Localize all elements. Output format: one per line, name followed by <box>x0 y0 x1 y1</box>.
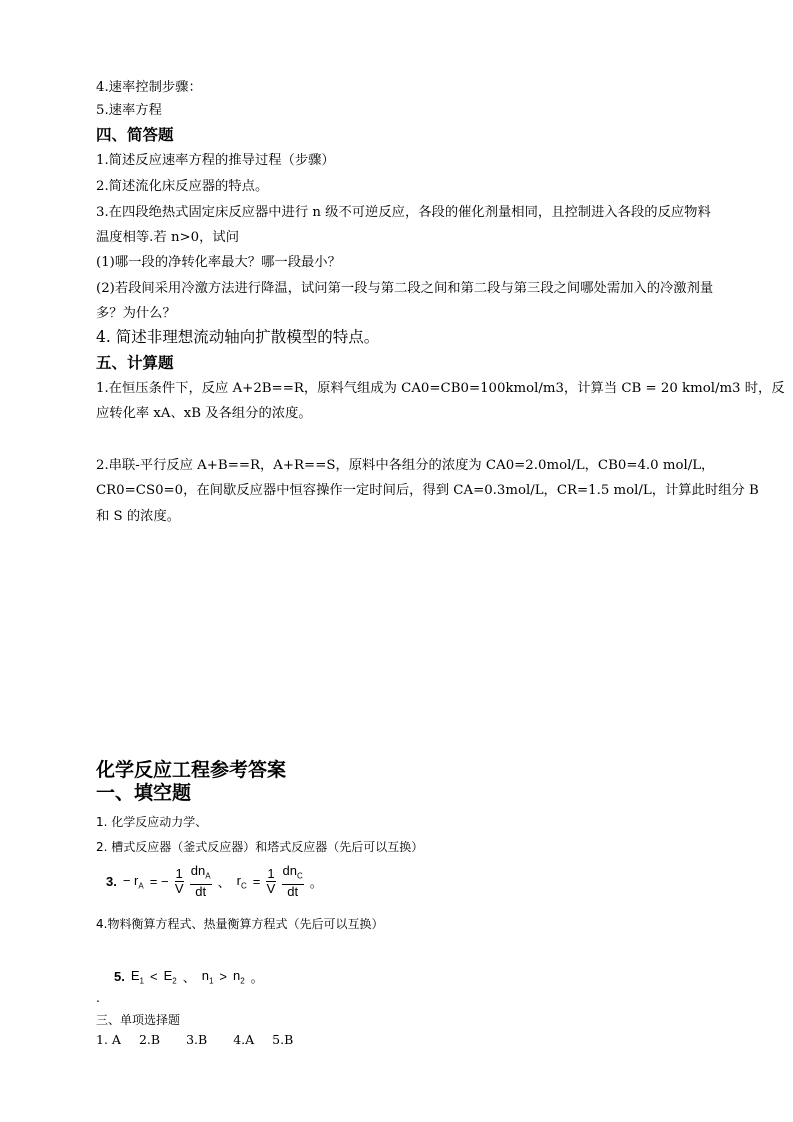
formula-e2: $E_2$ <box>163 967 177 986</box>
formula-end: 。 <box>250 970 264 985</box>
formula-answer-3 <box>106 864 323 899</box>
question-line: 2.简述流化床反应器的特点。 <box>96 179 269 194</box>
choice-answer: 2.B <box>138 1032 161 1047</box>
answers-title: 化学反应工程参考答案 <box>96 759 287 781</box>
question-line: 1.简述反应速率方程的推导过程（步骤） <box>96 153 335 168</box>
formula-num: 3. <box>106 873 117 889</box>
text-line: 4.速率控制步骤： <box>96 80 202 95</box>
problem-line: 应转化率 xA、xB 及各组分的浓度。 <box>96 406 312 421</box>
section-heading: 三、单项选择题 <box>96 1013 181 1027</box>
section-heading: 五、计算题 <box>96 354 174 372</box>
problem-line: 和 S 的浓度。 <box>96 509 181 524</box>
choice-answers <box>96 1031 311 1049</box>
question-line: 3.在四段绝热式固定床反应器中进行 n 级不可逆反应，各段的催化剂量相同，且控制进入各段的反应物料 <box>96 205 711 220</box>
fraction: $\frac{dn_A}{dt}$ <box>190 863 211 899</box>
formula-lhs: − $r_A$ <box>122 872 144 891</box>
problem-line: 2.串联-平行反应 A+B==R，A+R==S，原料中各组分的浓度为 CA0=2.0mol/L，CB0=4.0 mol/L， <box>96 458 715 473</box>
formula-eq: = <box>252 873 261 889</box>
question-line: 多？为什么？ <box>96 306 176 321</box>
formula-num: 5. <box>114 969 125 984</box>
fraction: $\frac{dn_C}{dt}$ <box>282 863 303 899</box>
question-line: 温度相等.若 n>0，试问 <box>96 230 239 245</box>
section-heading: 四、简答题 <box>96 126 174 144</box>
problem-line: CR0=CS0=0，在间歇反应器中恒容操作一定时间后，得到 CA=0.3mol/L，CR=1.5 mol/L，计算此时组分 B <box>96 483 759 498</box>
formula-end: 。 <box>309 874 323 890</box>
question-line: 4. 简述非理想流动轴向扩散模型的特点。 <box>96 328 380 346</box>
formula-n1: $n_1$ <box>201 967 214 986</box>
dot-mark: . <box>96 991 100 1005</box>
formula-gt: > <box>219 969 227 984</box>
answer-line: 1. 化学反应动力学、 <box>96 815 208 829</box>
answer-line: 2. 槽式反应器（釜式反应器）和塔式反应器（先后可以互换） <box>96 840 424 854</box>
choice-answer: 1. A <box>96 1032 121 1047</box>
question-line: (2)若段间采用冷激方法进行降温，试问第一段与第二段之间和第二段与第三段之间哪处需加入的冷激剂量 <box>96 281 714 296</box>
answer-line: 4.物料衡算方程式、热量衡算方程式（先后可以互换） <box>96 917 384 931</box>
problem-line: 1.在恒压条件下，反应 A+2B==R，原料气组成为 CA0=CB0=100kmol/m3，计算当 CB = 20 kmol/m3 时，反 <box>96 381 785 396</box>
formula-lt: < <box>149 969 158 984</box>
formula-eq: = − <box>149 873 169 889</box>
question-line: (1)哪一段的净转化率最大？哪一段最小？ <box>96 255 341 270</box>
fraction: $\frac{1}{V}$ <box>266 865 276 896</box>
formula-sep: 、 <box>182 970 196 985</box>
choice-answer: 4.A <box>233 1032 255 1047</box>
formula-n2: $n_2$ <box>232 967 245 986</box>
text-line: 5.速率方程 <box>96 103 162 118</box>
formula-rc: $r_C$ <box>236 872 247 891</box>
formula-answer-5 <box>114 967 264 986</box>
formula-sep: 、 <box>217 874 231 890</box>
fraction: $\frac{1}{V}$ <box>174 865 184 896</box>
choice-answer: 5.B <box>272 1032 294 1047</box>
section-heading: 一、填空题 <box>96 782 192 804</box>
choice-answer: 3.B <box>186 1032 208 1047</box>
formula-e1: $E_1$ <box>130 967 144 986</box>
